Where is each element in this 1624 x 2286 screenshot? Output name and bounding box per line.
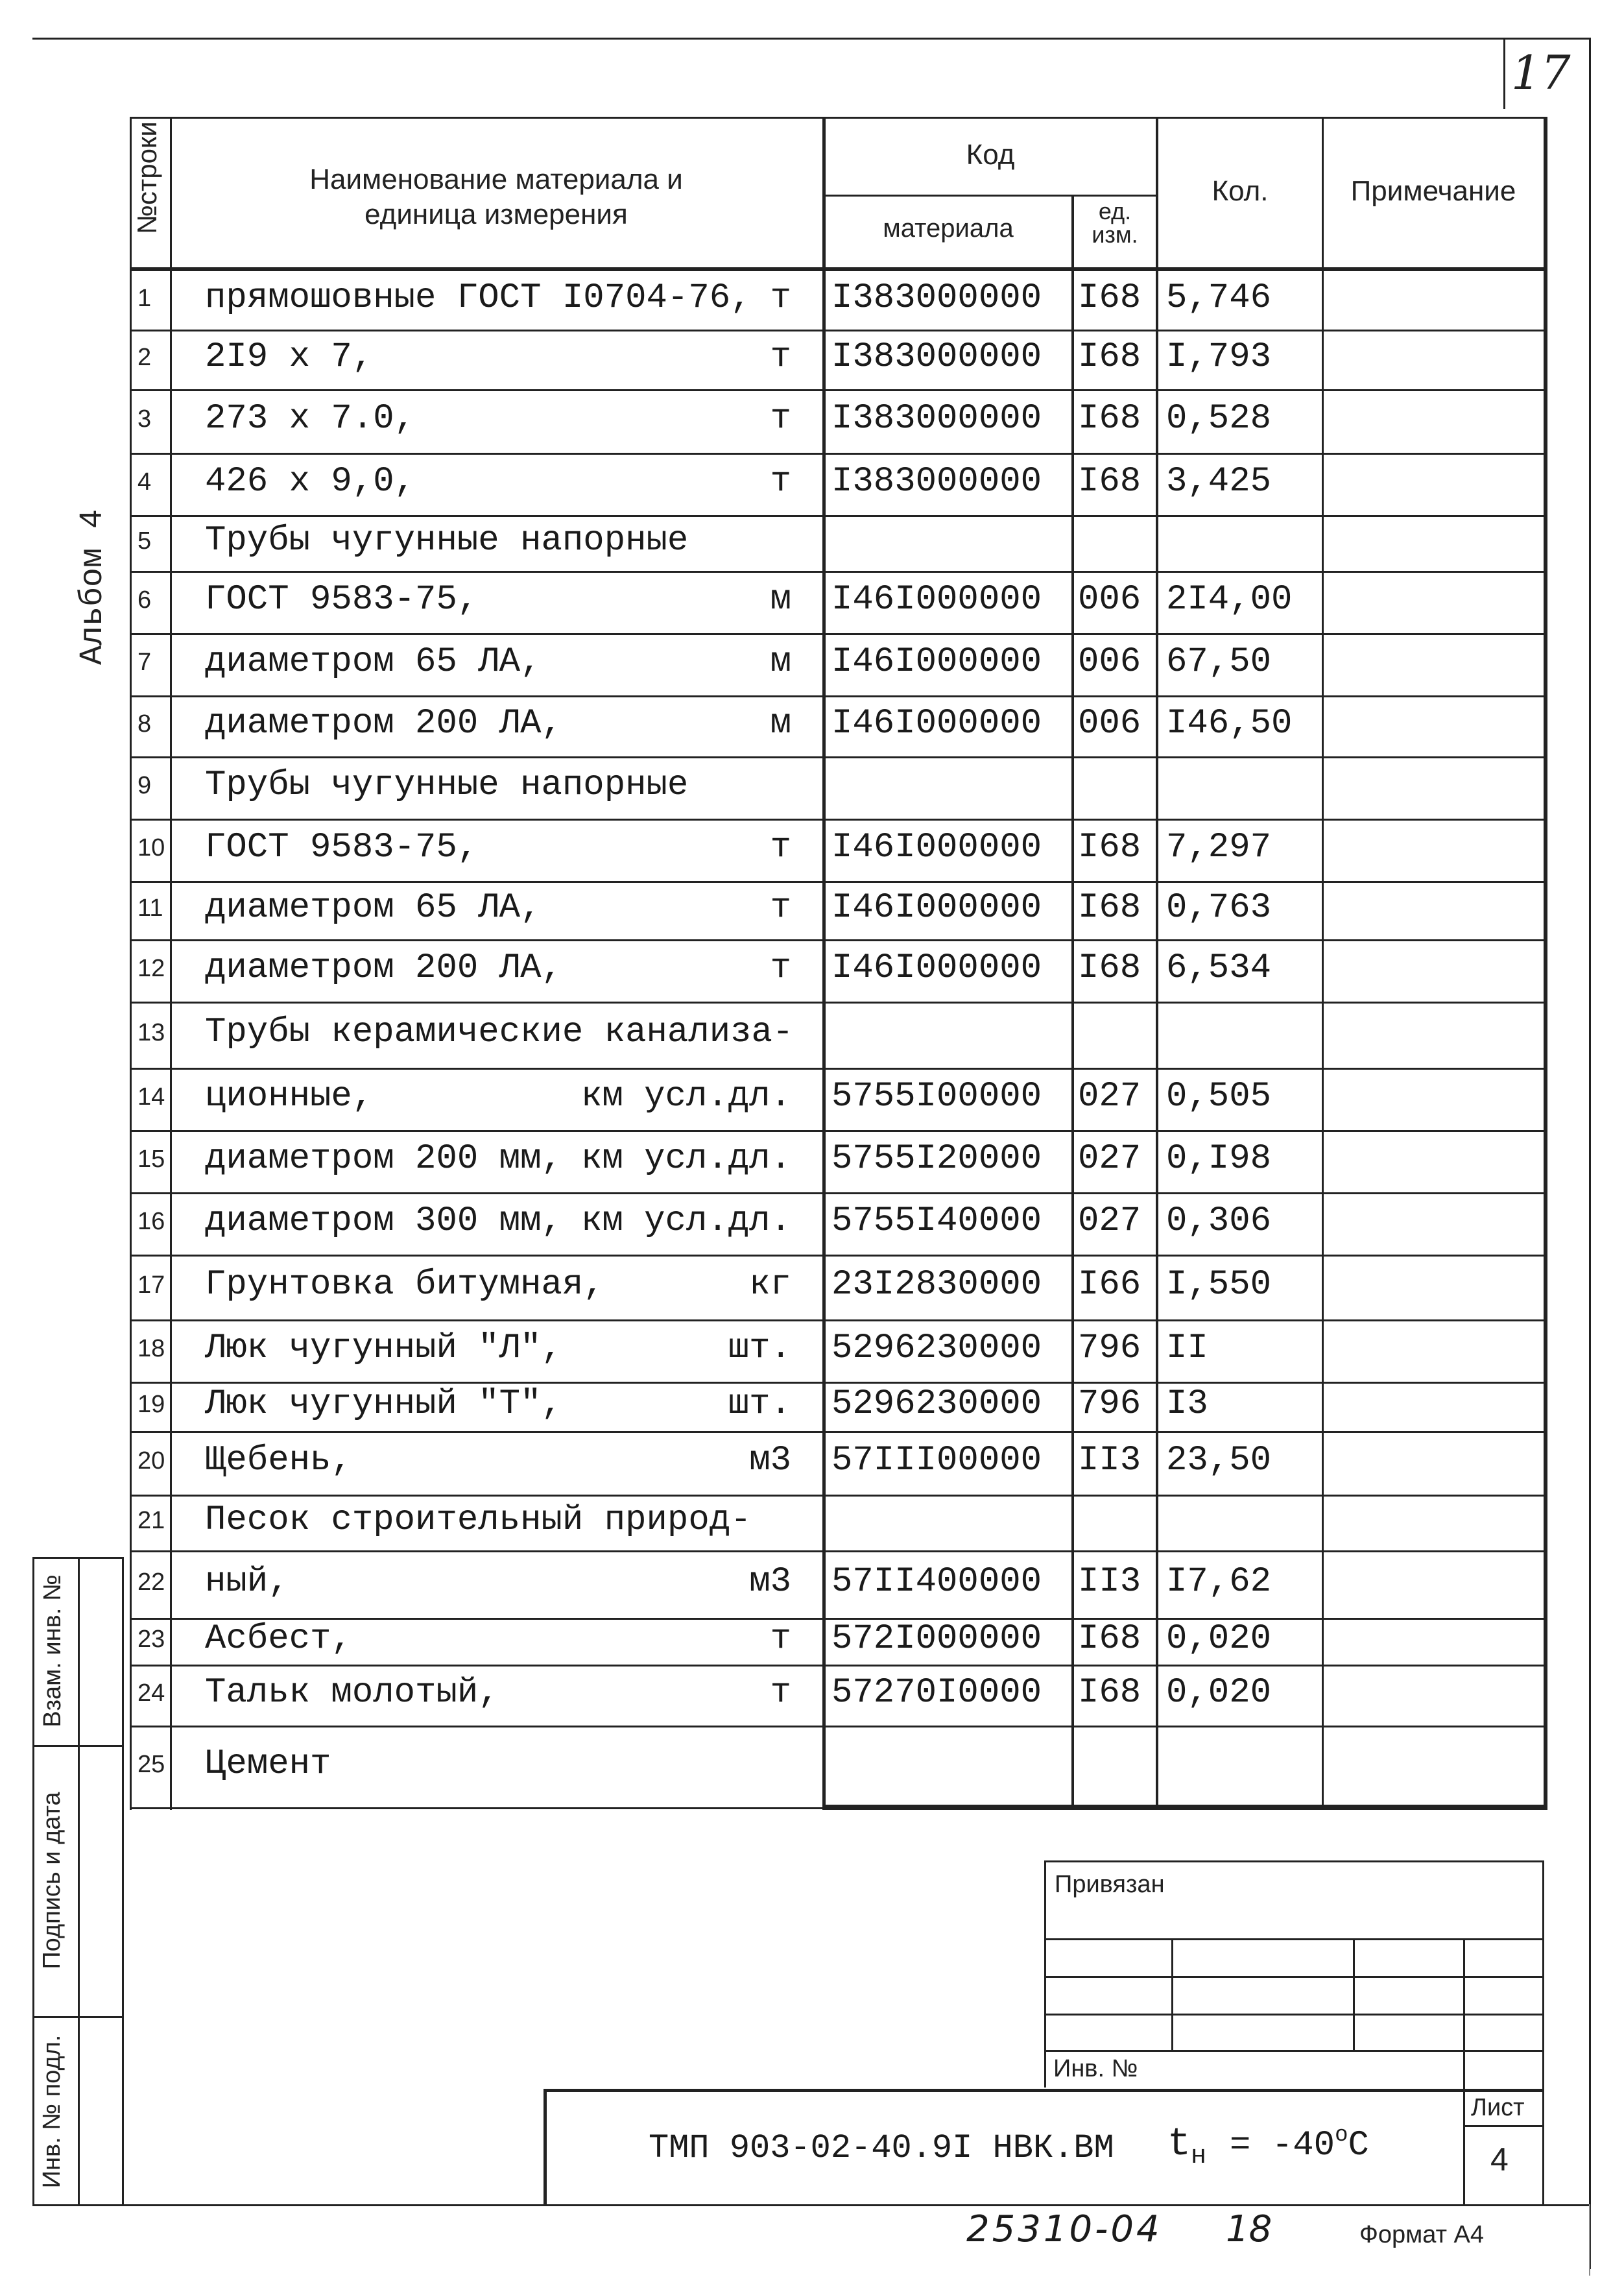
temp-value: = -40 xyxy=(1230,2126,1335,2165)
quantity: I46,50 xyxy=(1166,704,1293,743)
tb-temperature xyxy=(1167,2123,1369,2171)
row-number: 17 xyxy=(137,1271,165,1299)
material-name: ный, xyxy=(205,1562,289,1602)
header-name-line1: Наименование материала и xyxy=(309,163,683,195)
material-code: I46I000000 xyxy=(831,948,1042,988)
material-code: 5755I40000 xyxy=(831,1201,1042,1241)
row-separator xyxy=(130,330,1544,331)
material-name: Тальк молотый, xyxy=(205,1673,499,1713)
header-note: Примечание xyxy=(1350,175,1516,207)
stamp-line-1 xyxy=(32,1745,123,1747)
row-number: 5 xyxy=(137,527,152,555)
unit-of-measure: м xyxy=(770,580,791,620)
tb-sheet-no: 4 xyxy=(1490,2141,1509,2178)
quantity: 0,763 xyxy=(1166,888,1272,928)
quantity: 0,505 xyxy=(1166,1077,1272,1116)
tb-top-line xyxy=(1044,1860,1544,1862)
note-col-line xyxy=(1322,117,1324,1810)
unit-code: 796 xyxy=(1078,1329,1141,1368)
stamp-top-line xyxy=(32,1557,123,1559)
row-number: 1 xyxy=(137,285,152,312)
material-name: 2I9 x 7, xyxy=(205,337,374,377)
stamp-mid-line xyxy=(78,1557,80,2206)
unit-of-measure: м xyxy=(770,642,791,682)
unit-code: II3 xyxy=(1078,1441,1141,1480)
tb-privyazan: Привязан xyxy=(1055,1871,1165,1898)
unit-of-measure: т xyxy=(770,828,791,867)
row-number: 2 xyxy=(137,344,152,371)
unit-of-measure: км усл.дл. xyxy=(580,1201,791,1241)
stamp-sign-date: Подпись и дата xyxy=(38,1792,66,1969)
unit-code: I68 xyxy=(1078,462,1141,501)
stamp-inv-orig: Инв. № подл. xyxy=(38,2034,66,2189)
material-code: I383000000 xyxy=(831,337,1042,377)
header-unit-line1: ед. xyxy=(1098,198,1132,224)
quantity: I,793 xyxy=(1166,337,1272,377)
row-number: 25 xyxy=(137,1751,165,1778)
material-name: ционные, xyxy=(205,1077,374,1116)
tb-right-line xyxy=(1542,1860,1544,2204)
row-number: 9 xyxy=(137,772,152,799)
header-bottom-line xyxy=(130,267,1547,271)
quantity: I,550 xyxy=(1166,1265,1272,1305)
quantity: II xyxy=(1166,1329,1208,1368)
header-material: материала xyxy=(883,214,1014,243)
quantity: 3,425 xyxy=(1166,462,1272,501)
row-separator xyxy=(130,515,1544,517)
row-number: 18 xyxy=(137,1335,165,1362)
row-separator xyxy=(130,1255,1544,1257)
unit-of-measure: кг xyxy=(749,1265,791,1305)
tb-col-1 xyxy=(1171,1938,1173,2050)
corner-box-divider xyxy=(1503,38,1505,109)
quantity: 0,020 xyxy=(1166,1673,1272,1713)
material-code: 23I2830000 xyxy=(831,1265,1042,1305)
material-name: Трубы керамические канализа- xyxy=(205,1013,794,1052)
material-code: I383000000 xyxy=(831,278,1042,318)
row-number: 24 xyxy=(137,1679,165,1707)
row-separator xyxy=(130,819,1544,821)
material-name: диаметром 300 мм, xyxy=(205,1201,562,1241)
row-separator xyxy=(130,695,1544,697)
tb-sheet-line xyxy=(1463,2125,1544,2127)
row-separator xyxy=(130,939,1544,941)
unit-code: I68 xyxy=(1078,828,1141,867)
row-separator xyxy=(130,1002,1544,1004)
quantity: 6,534 xyxy=(1166,948,1272,988)
quantity: 5,746 xyxy=(1166,278,1272,318)
unit-of-measure: шт. xyxy=(728,1384,791,1424)
code-col-line xyxy=(822,117,826,1810)
row-separator xyxy=(130,453,1544,455)
unit-code: II3 xyxy=(1078,1562,1141,1602)
unit-code: 027 xyxy=(1078,1077,1141,1116)
stamp-left-line xyxy=(32,1557,34,2206)
material-name: диаметром 65 ЛА, xyxy=(205,888,542,928)
unit-code: I68 xyxy=(1078,888,1141,928)
temp-degree: o xyxy=(1335,2123,1348,2148)
material-name: Люк чугунный "Л", xyxy=(205,1329,562,1368)
row-number: 22 xyxy=(137,1569,165,1596)
tb-line-3 xyxy=(1044,2014,1544,2015)
material-code: 57III00000 xyxy=(831,1441,1042,1480)
unit-code: I68 xyxy=(1078,1619,1141,1659)
material-name: ГОСТ 9583-75, xyxy=(205,580,479,620)
tb-sheet-label: Лист xyxy=(1471,2094,1525,2121)
row-number: 21 xyxy=(137,1507,165,1534)
row-number: 13 xyxy=(137,1019,165,1046)
right-border xyxy=(1589,38,1591,2269)
unit-of-measure: т xyxy=(770,399,791,439)
row-separator xyxy=(130,756,1544,758)
unit-of-measure: км усл.дл. xyxy=(580,1139,791,1179)
row-separator xyxy=(130,1495,1544,1497)
unit-code: I68 xyxy=(1078,948,1141,988)
unit-of-measure: т xyxy=(770,1619,791,1659)
row-number: 16 xyxy=(137,1208,165,1235)
unit-of-measure: т xyxy=(770,462,791,501)
material-name: Песок строительный природ- xyxy=(205,1500,752,1540)
tb-inv-no: Инв. № xyxy=(1053,2055,1138,2082)
unit-of-measure: км усл.дл. xyxy=(580,1077,791,1116)
album-label: Альбом 4 xyxy=(75,509,112,665)
table-top-line xyxy=(130,117,1544,119)
quantity: 67,50 xyxy=(1166,642,1272,682)
unit-code: I66 xyxy=(1078,1265,1141,1305)
material-name: диаметром 200 ЛА, xyxy=(205,948,562,988)
unit-code: 796 xyxy=(1078,1384,1141,1424)
unit-of-measure: м3 xyxy=(749,1562,791,1602)
temp-unit: C xyxy=(1348,2126,1369,2165)
unit-of-measure: т xyxy=(770,948,791,988)
tb-main-top-line xyxy=(543,2089,1544,2092)
quantity: I3 xyxy=(1166,1384,1208,1424)
material-code: I383000000 xyxy=(831,462,1042,501)
unit-code: I68 xyxy=(1078,1673,1141,1713)
unit-code: I68 xyxy=(1078,399,1141,439)
header-code: Код xyxy=(966,139,1015,171)
row-separator xyxy=(130,1550,1544,1552)
row-number: 6 xyxy=(137,586,152,614)
header-name-line2: единица измерения xyxy=(364,199,628,230)
material-name: 426 x 9,0, xyxy=(205,462,416,501)
row-separator xyxy=(130,1665,1544,1666)
table-bottom-line xyxy=(130,1807,824,1809)
unit-code: I68 xyxy=(1078,278,1141,318)
table-bottom-thick xyxy=(822,1805,1547,1810)
row-number: 23 xyxy=(137,1626,165,1653)
material-code: 5755I00000 xyxy=(831,1077,1042,1116)
row-number: 4 xyxy=(137,468,152,496)
unit-code: 006 xyxy=(1078,704,1141,743)
row-number: 15 xyxy=(137,1146,165,1173)
row-number: 12 xyxy=(137,955,165,982)
row-number: 11 xyxy=(137,895,163,922)
unit-code: 006 xyxy=(1078,642,1141,682)
material-code: I46I000000 xyxy=(831,580,1042,620)
material-code: I46I000000 xyxy=(831,642,1042,682)
table-right-line xyxy=(1544,117,1547,1810)
tb-line-2 xyxy=(1044,1976,1544,1978)
qty-col-line xyxy=(1156,117,1158,1810)
row-separator xyxy=(130,571,1544,573)
top-border xyxy=(32,38,1589,40)
header-row-no: №строки xyxy=(132,121,162,234)
row-number: 3 xyxy=(137,405,152,433)
temp-symbol: t xyxy=(1167,2123,1191,2167)
material-code: 57270I0000 xyxy=(831,1673,1042,1713)
tb-line-1 xyxy=(1044,1938,1544,1940)
material-name: Цемент xyxy=(205,1744,331,1784)
row-separator xyxy=(130,1382,1544,1384)
material-name: диаметром 65 ЛА, xyxy=(205,642,542,682)
right-margin-line xyxy=(1589,2204,1590,2276)
material-name: ГОСТ 9583-75, xyxy=(205,828,479,867)
header-unit-line2: изм. xyxy=(1092,221,1138,248)
quantity: 23,50 xyxy=(1166,1441,1272,1480)
row-number: 19 xyxy=(137,1391,165,1418)
row-separator xyxy=(130,1068,1544,1070)
row-separator xyxy=(130,1130,1544,1132)
row-number: 10 xyxy=(137,834,165,861)
material-name: диаметром 200 мм, xyxy=(205,1139,562,1179)
stamp-line-2 xyxy=(32,2016,123,2018)
row-separator xyxy=(130,389,1544,391)
material-name: Асбест, xyxy=(205,1619,352,1659)
quantity: 2I4,00 xyxy=(1166,580,1293,620)
tb-col-3 xyxy=(1463,1938,1465,2204)
unit-of-measure: т xyxy=(770,888,791,928)
row-separator xyxy=(130,1431,1544,1433)
tb-left-line xyxy=(1044,1860,1046,2087)
row-separator xyxy=(130,633,1544,635)
material-name: прямошовные ГОСТ I0704-76, xyxy=(205,278,752,318)
footer-handwritten-code: 25310-04 xyxy=(966,2208,1162,2250)
material-code: 5296230000 xyxy=(831,1384,1042,1424)
material-name: 273 x 7.0, xyxy=(205,399,416,439)
row-number: 7 xyxy=(137,649,152,676)
unit-code: I68 xyxy=(1078,337,1141,377)
tb-line-4 xyxy=(1044,2050,1544,2052)
unit-code: 027 xyxy=(1078,1139,1141,1179)
material-code: I46I000000 xyxy=(831,704,1042,743)
row-number: 20 xyxy=(137,1447,165,1474)
quantity: 0,I98 xyxy=(1166,1139,1272,1179)
row-number: 14 xyxy=(137,1083,165,1111)
quantity: I7,62 xyxy=(1166,1562,1272,1602)
footer-handwritten-page: 18 xyxy=(1226,2208,1272,2250)
rowno-col-line xyxy=(170,117,172,1810)
page-bottom-line xyxy=(32,2204,1589,2206)
quantity: 0,306 xyxy=(1166,1201,1272,1241)
table-left-line xyxy=(130,117,132,1810)
row-separator xyxy=(130,1192,1544,1194)
material-name: Щебень, xyxy=(205,1441,352,1480)
sheet-corner-number: 17 xyxy=(1511,45,1571,100)
quantity: 0,528 xyxy=(1166,399,1272,439)
material-code: 5755I20000 xyxy=(831,1139,1042,1179)
code-subheader-line xyxy=(822,195,1157,197)
material-name: Люк чугунный "Т", xyxy=(205,1384,562,1424)
unit-code: 006 xyxy=(1078,580,1141,620)
quantity: 0,020 xyxy=(1166,1619,1272,1659)
material-code: I46I000000 xyxy=(831,828,1042,867)
material-code: I46I000000 xyxy=(831,888,1042,928)
unit-of-measure: м3 xyxy=(749,1441,791,1480)
unit-code: 027 xyxy=(1078,1201,1141,1241)
stamp-right-line xyxy=(122,1557,124,2206)
row-separator xyxy=(130,1319,1544,1321)
unit-of-measure: шт. xyxy=(728,1329,791,1368)
material-code: 5296230000 xyxy=(831,1329,1042,1368)
unit-of-measure: м xyxy=(770,704,791,743)
material-code: 57II400000 xyxy=(831,1562,1042,1602)
tb-designation: ТМП 903-02-40.9I НВК.ВМ xyxy=(649,2129,1114,2167)
stamp-inv-zam: Взам. инв. № xyxy=(39,1574,66,1727)
tb-col-2 xyxy=(1353,1938,1355,2050)
material-name: Трубы чугунные напорные xyxy=(205,765,689,805)
tb-main-left-line xyxy=(543,2089,547,2206)
unit-of-measure: т xyxy=(770,1673,791,1713)
material-name: диаметром 200 ЛА, xyxy=(205,704,562,743)
material-name: Трубы чугунные напорные xyxy=(205,521,689,560)
row-separator xyxy=(130,1726,1544,1727)
material-code: I383000000 xyxy=(831,399,1042,439)
row-separator xyxy=(130,881,1544,883)
unit-of-measure: т xyxy=(770,278,791,318)
temp-sub: н xyxy=(1191,2142,1207,2171)
footer-format: Формат А4 xyxy=(1359,2221,1485,2248)
row-number: 8 xyxy=(137,710,152,738)
material-name: Грунтовка битумная, xyxy=(205,1265,604,1305)
quantity: 7,297 xyxy=(1166,828,1272,867)
material-code: 572I000000 xyxy=(831,1619,1042,1659)
header-qty: Кол. xyxy=(1212,175,1269,207)
unit-of-measure: т xyxy=(770,337,791,377)
